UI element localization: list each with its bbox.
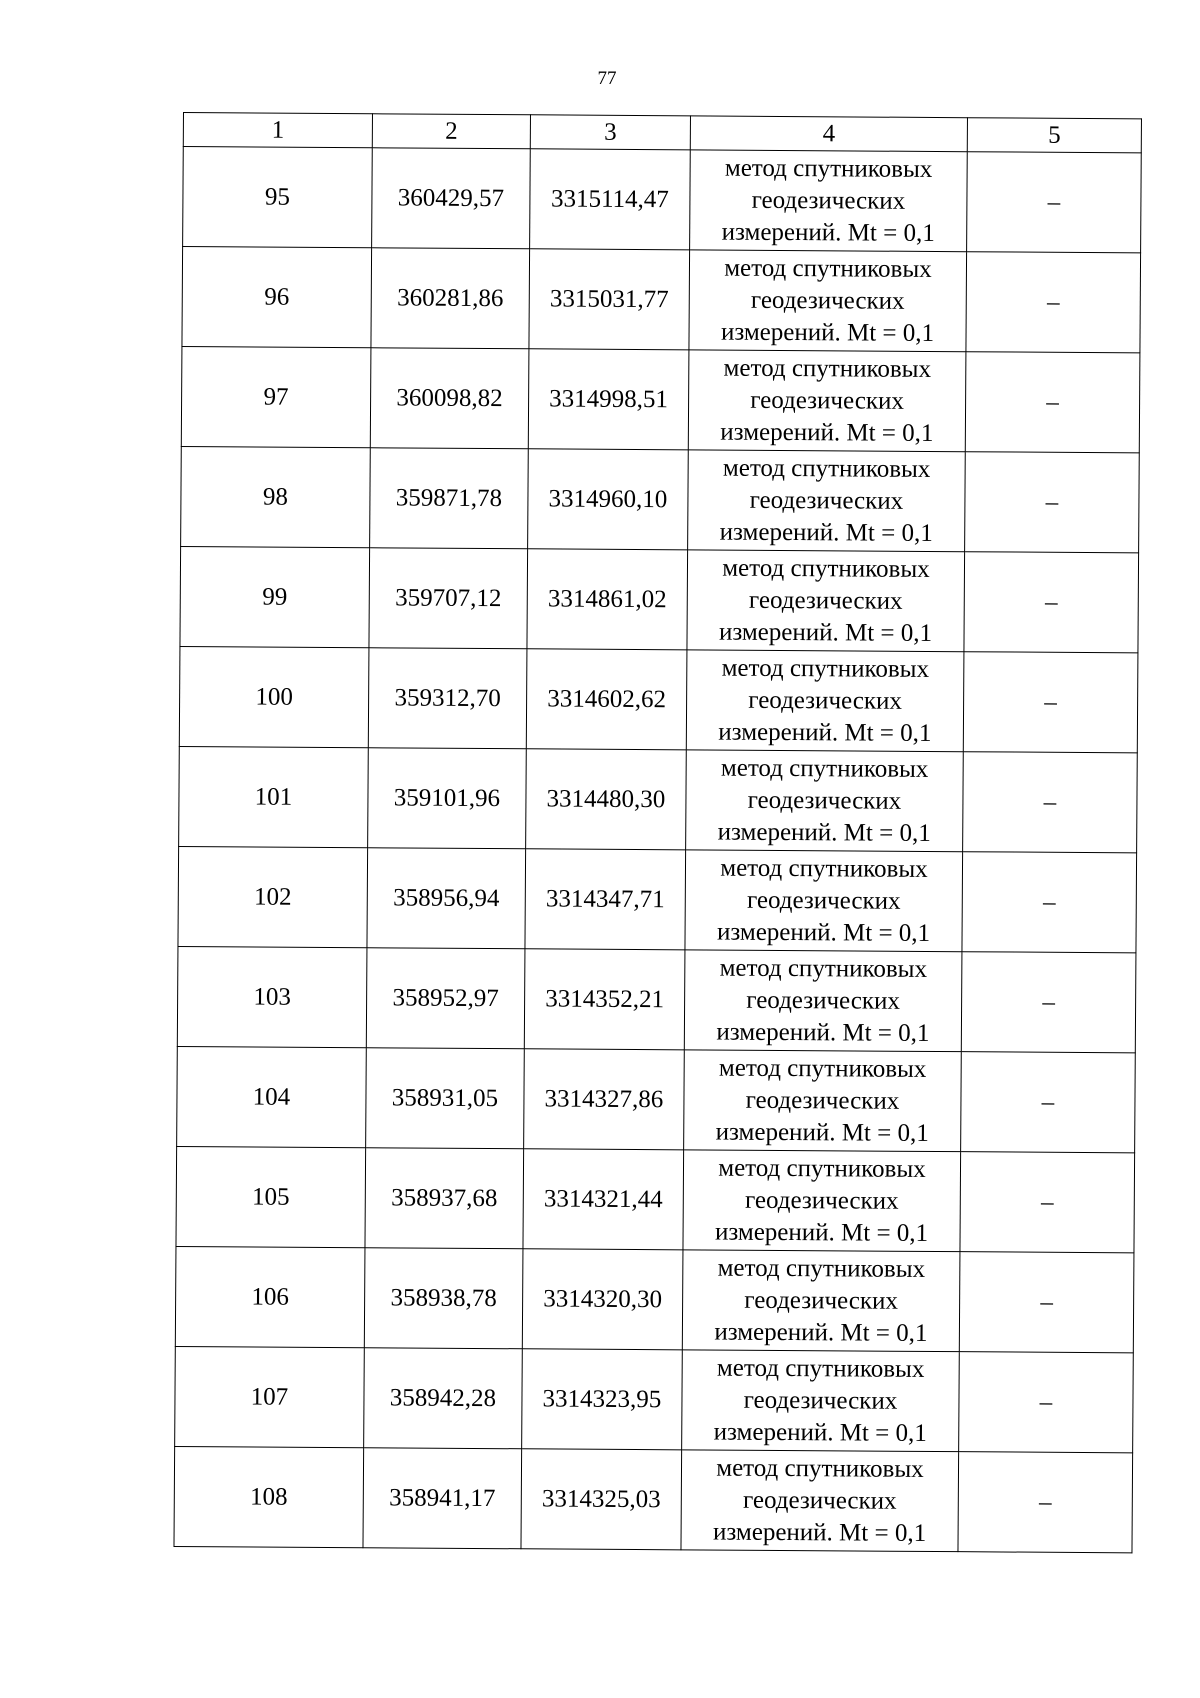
note-cell: –: [963, 752, 1138, 853]
method-cell: [687, 550, 965, 652]
method-text-line: геодезических: [744, 1286, 899, 1315]
method-text-line: измерений. Mt = 0,1: [715, 1118, 929, 1147]
method-text-line: измерений. Mt = 0,1: [714, 1318, 928, 1347]
method-cell: [682, 1350, 960, 1452]
point-number-cell: 101: [179, 746, 369, 847]
method-text-line: измерений. Mt = 0,1: [717, 818, 931, 847]
table-row: [182, 247, 1141, 353]
method-text-line: геодезических: [748, 586, 903, 615]
method-text-line: геодезических: [742, 1486, 897, 1515]
y-coordinate-cell: 3314323,95: [522, 1349, 683, 1450]
method-cell: [689, 250, 967, 352]
y-coordinate-cell: 3314480,30: [526, 749, 687, 850]
y-coordinate-cell: 3315114,47: [530, 149, 691, 250]
x-coordinate-cell: 360429,57: [372, 148, 531, 249]
y-coordinate-cell: 3314347,71: [525, 849, 686, 950]
column-header: 3: [530, 115, 690, 150]
x-coordinate-cell: 360281,86: [371, 248, 530, 349]
method-cell: [682, 1250, 960, 1352]
method-text-line: геодезических: [750, 386, 904, 415]
note-cell: –: [959, 1352, 1134, 1453]
x-coordinate-cell: 359312,70: [368, 648, 527, 749]
method-cell: [688, 450, 966, 552]
method-text-line: измерений. Mt = 0,1: [716, 1018, 930, 1047]
x-coordinate-cell: 358931,05: [366, 1048, 525, 1149]
method-cell: [686, 650, 964, 752]
column-header: 1: [183, 113, 372, 148]
point-number-cell: 96: [182, 247, 372, 348]
method-text-line: измерений. Mt = 0,1: [718, 618, 933, 647]
method-text-line: метод спутниковых: [720, 754, 929, 783]
y-coordinate-cell: 3314602,62: [526, 649, 687, 750]
method-text-line: метод спутниковых: [720, 854, 928, 883]
x-coordinate-cell: 359707,12: [369, 548, 528, 649]
method-cell: [681, 1450, 959, 1552]
method-text-line: геодезических: [750, 286, 905, 315]
method-text-line: измерений. Mt = 0,1: [721, 218, 935, 247]
note-cell: –: [965, 452, 1140, 553]
table-row: [181, 346, 1140, 452]
method-text-line: метод спутниковых: [724, 154, 933, 183]
y-coordinate-cell: 3314321,44: [523, 1149, 684, 1250]
method-text-line: измерений. Mt = 0,1: [718, 718, 932, 747]
point-number-cell: 105: [176, 1146, 366, 1247]
method-cell: [683, 1150, 961, 1252]
method-text-line: измерений. Mt = 0,1: [712, 1518, 927, 1547]
coordinates-table: [173, 112, 1141, 1553]
method-text-line: метод спутниковых: [722, 454, 931, 483]
x-coordinate-cell: 358938,78: [364, 1248, 523, 1349]
x-coordinate-cell: 358956,94: [367, 848, 526, 949]
table-row: [180, 546, 1139, 652]
method-text-line: метод спутниковых: [716, 1454, 924, 1483]
note-cell: –: [962, 852, 1137, 953]
point-number-cell: 98: [181, 446, 371, 547]
point-number-cell: 103: [177, 946, 367, 1047]
note-cell: –: [966, 252, 1141, 353]
y-coordinate-cell: 3314352,21: [524, 949, 685, 1050]
note-cell: –: [959, 1252, 1134, 1353]
point-number-cell: 97: [181, 346, 371, 447]
table-row: [183, 147, 1142, 253]
method-text-line: измерений. Mt = 0,1: [720, 418, 934, 447]
method-text-line: измерений. Mt = 0,1: [713, 1418, 927, 1447]
column-header: 4: [690, 116, 967, 152]
note-cell: –: [964, 552, 1139, 653]
x-coordinate-cell: 359871,78: [370, 448, 529, 549]
point-number-cell: 102: [178, 846, 368, 947]
method-text-line: метод спутниковых: [718, 1154, 926, 1183]
x-coordinate-cell: 359101,96: [368, 748, 527, 849]
column-header: 5: [967, 118, 1141, 153]
table-row: [179, 746, 1138, 852]
method-text-line: геодезических: [744, 1186, 899, 1215]
note-cell: –: [958, 1452, 1133, 1553]
method-text-line: метод спутниковых: [717, 1254, 926, 1283]
point-number-cell: 104: [177, 1046, 367, 1147]
method-text-line: геодезических: [746, 986, 901, 1015]
method-cell: [690, 150, 968, 252]
x-coordinate-cell: 358952,97: [366, 948, 525, 1049]
page-number: 77: [597, 68, 617, 89]
method-cell: [685, 850, 963, 952]
note-cell: –: [961, 952, 1136, 1053]
method-text-line: геодезических: [747, 786, 902, 815]
table-row: [175, 1346, 1134, 1452]
method-text-line: измерений. Mt = 0,1: [714, 1218, 929, 1247]
method-text-line: метод спутниковых: [718, 1054, 927, 1083]
method-text-line: метод спутниковых: [721, 654, 930, 683]
method-text-line: геодезических: [745, 1086, 900, 1115]
y-coordinate-cell: 3314960,10: [528, 449, 689, 550]
x-coordinate-cell: 358937,68: [365, 1148, 524, 1249]
y-coordinate-cell: 3314325,03: [521, 1449, 682, 1550]
method-text-line: геодезических: [746, 886, 901, 915]
method-text-line: измерений. Mt = 0,1: [719, 518, 933, 547]
method-text-line: геодезических: [743, 1386, 898, 1415]
y-coordinate-cell: 3315031,77: [529, 249, 690, 350]
method-text-line: метод спутниковых: [722, 554, 930, 583]
method-text-line: метод спутниковых: [719, 954, 928, 983]
table-row: [175, 1246, 1134, 1352]
method-cell: [684, 1050, 962, 1152]
y-coordinate-cell: 3314998,51: [528, 349, 689, 450]
method-cell: [684, 950, 962, 1052]
method-cell: [686, 750, 964, 852]
point-number-cell: 107: [175, 1346, 365, 1447]
method-text-line: геодезических: [749, 486, 904, 515]
table-row: [176, 1146, 1135, 1252]
point-number-cell: 108: [174, 1446, 364, 1547]
y-coordinate-cell: 3314320,30: [522, 1249, 683, 1350]
note-cell: –: [967, 152, 1142, 253]
note-cell: –: [960, 1152, 1135, 1253]
note-cell: –: [961, 1052, 1136, 1153]
x-coordinate-cell: 360098,82: [370, 348, 529, 449]
table-row: [177, 1046, 1136, 1152]
point-number-cell: 106: [175, 1246, 365, 1347]
note-cell: –: [965, 352, 1140, 453]
method-text-line: измерений. Mt = 0,1: [720, 318, 935, 347]
method-text-line: геодезических: [748, 686, 902, 715]
x-coordinate-cell: 358942,28: [364, 1348, 523, 1449]
method-text-line: измерений. Mt = 0,1: [716, 918, 931, 947]
x-coordinate-cell: 358941,17: [363, 1448, 522, 1549]
y-coordinate-cell: 3314327,86: [524, 1049, 685, 1150]
note-cell: –: [963, 652, 1138, 753]
table-row: [174, 1446, 1133, 1552]
point-number-cell: 95: [183, 147, 373, 248]
point-number-cell: 99: [180, 546, 370, 647]
method-cell: [688, 350, 966, 452]
method-text-line: метод спутниковых: [724, 254, 932, 283]
table-row: [178, 846, 1137, 952]
method-text-line: геодезических: [751, 186, 906, 215]
table-row: [177, 946, 1136, 1052]
column-header: 2: [372, 114, 530, 149]
point-number-cell: 100: [179, 646, 369, 747]
y-coordinate-cell: 3314861,02: [527, 549, 688, 650]
table-row: [179, 646, 1138, 752]
table-body: [174, 147, 1141, 1553]
method-text-line: метод спутниковых: [716, 1354, 925, 1383]
table-row: [181, 446, 1140, 552]
method-text-line: метод спутниковых: [723, 354, 932, 383]
